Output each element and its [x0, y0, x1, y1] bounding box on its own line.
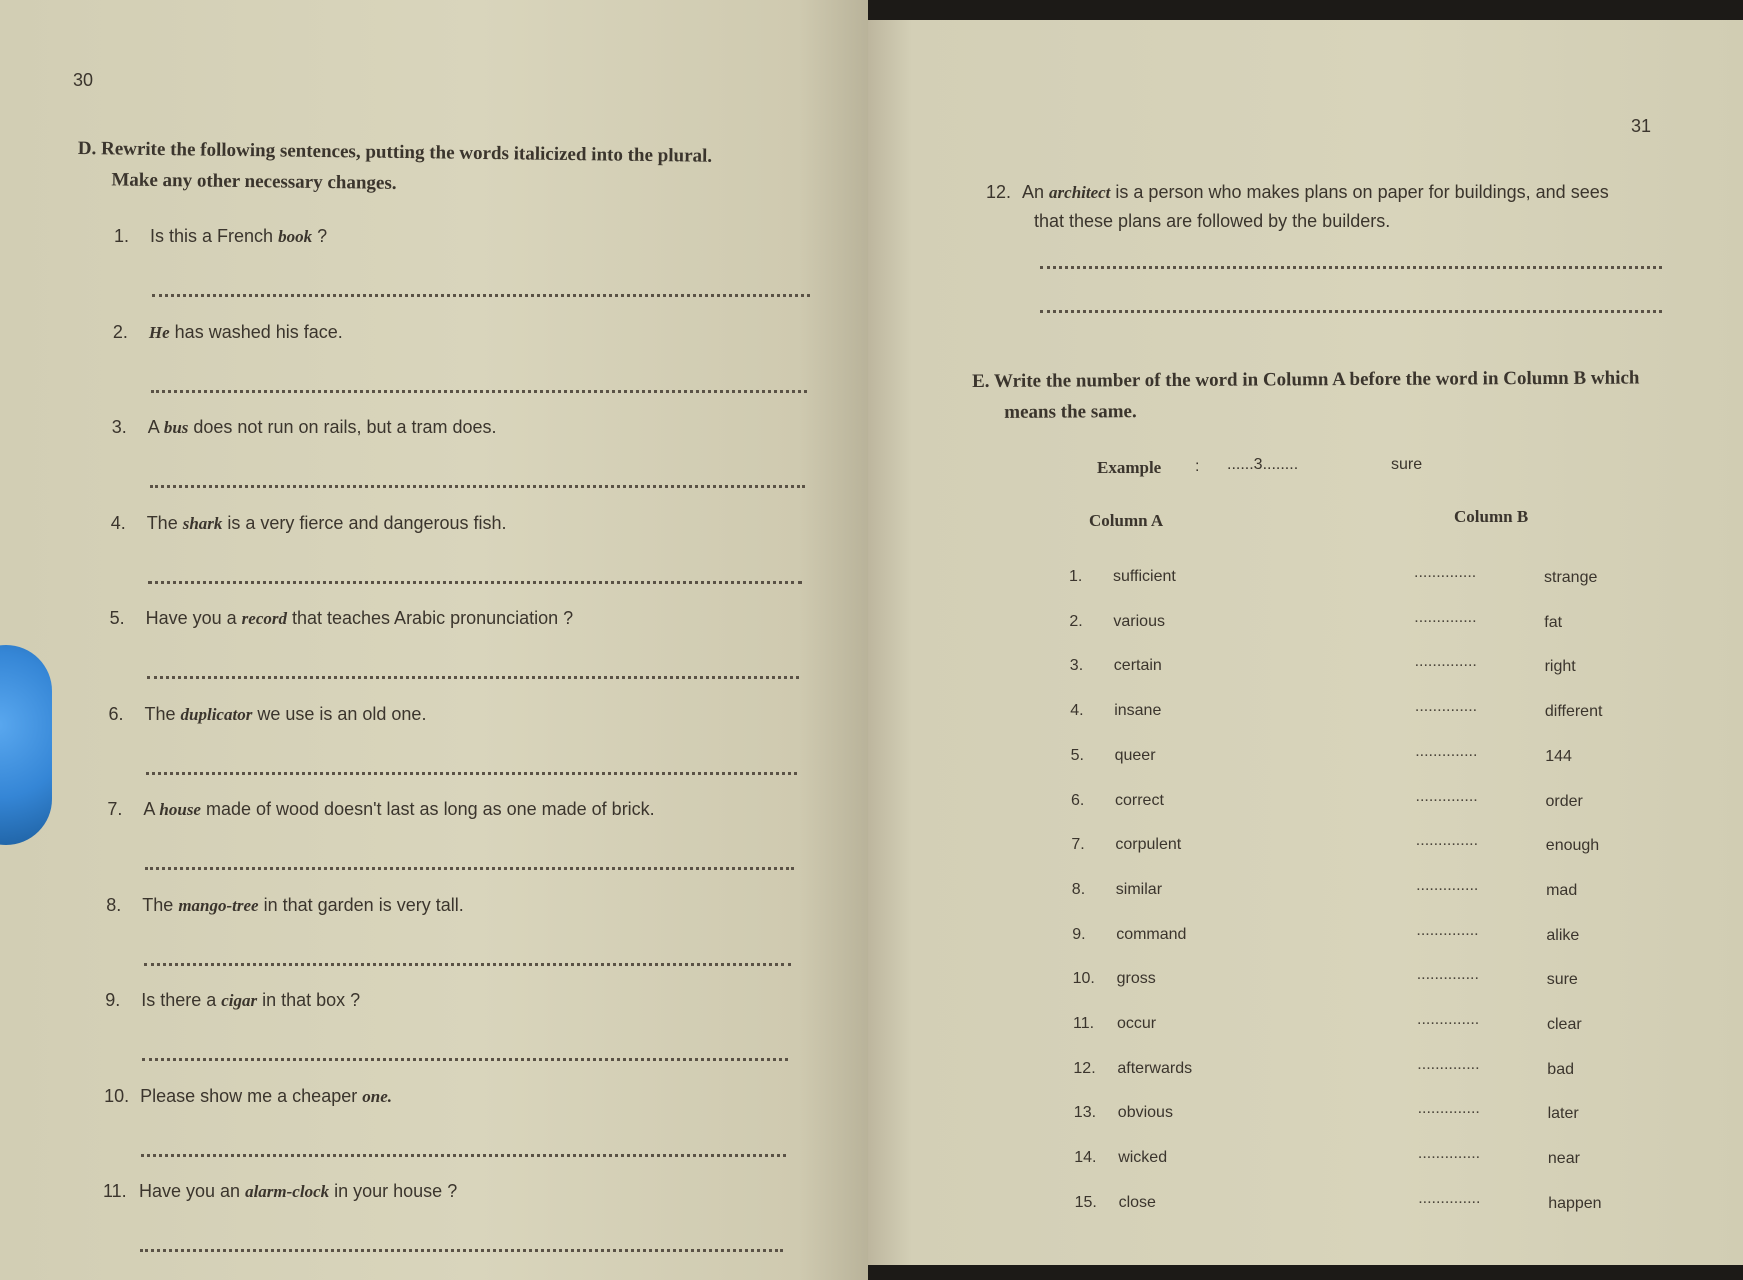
column-b-item: .............. near — [1417, 1145, 1580, 1168]
example-answer: ......3........ — [1227, 456, 1299, 473]
column-a-item: 14. wicked — [1074, 1149, 1168, 1167]
exercise-d-item: 3. A bus does not run on rails, but a tram does. — [111, 417, 497, 437]
column-b-item: .............. bad — [1417, 1055, 1574, 1078]
answer-blank[interactable]: .............. — [1415, 787, 1478, 805]
right-page — [868, 20, 1743, 1265]
column-a-item: 5. queer — [1070, 746, 1156, 764]
example-label: Example — [1097, 458, 1162, 477]
answer-line[interactable] — [150, 485, 805, 488]
answer-blank[interactable]: .............. — [1414, 608, 1477, 626]
column-b-item: .............. strange — [1414, 564, 1598, 586]
answer-blank[interactable]: .............. — [1415, 742, 1478, 760]
answer-blank[interactable]: .............. — [1418, 1189, 1481, 1207]
exercise-d-item: 2. He has washed his face. — [112, 321, 343, 342]
column-a-item: 9. command — [1072, 925, 1187, 943]
answer-line[interactable] — [152, 294, 810, 297]
section-letter-e: E. — [972, 370, 990, 392]
exercise-d-item: 6. The duplicator we use is an old one. — [108, 703, 427, 724]
exercise-d-item-12-line2: that these plans are followed by the builders. — [1034, 211, 1391, 231]
instruction-e-line1: Write the number of the word in Column A before the word in Column B which — [993, 367, 1640, 392]
answer-blank[interactable]: .............. — [1417, 1011, 1480, 1028]
column-b-item: .............. later — [1417, 1100, 1579, 1123]
answer-line[interactable] — [141, 1154, 786, 1157]
exercise-d-item-12: 12. An architect is a person who makes plans on paper for buildings, and sees — [986, 182, 1609, 202]
answer-blank[interactable]: .............. — [1417, 1145, 1481, 1163]
answer-blank[interactable]: .............. — [1417, 1100, 1480, 1118]
page-number-right: 31 — [1631, 116, 1652, 136]
example-word: sure — [1391, 456, 1423, 473]
exercise-d-item: 1. Is this a French book ? — [114, 226, 328, 246]
answer-line[interactable] — [1040, 310, 1662, 313]
exercise-d-item: 4. The shark is a very fierce and dangerous fish. — [110, 512, 507, 533]
answer-blank[interactable]: .............. — [1416, 876, 1479, 894]
exercise-d-item: 11. Have you an alarm-clock in your house ? — [103, 1181, 458, 1201]
column-b-item: .............. order — [1415, 787, 1583, 810]
instruction-d-line1: Rewrite the following sentences, putting the words italicized into the plural. — [100, 138, 713, 167]
column-b-item: .............. fat — [1414, 608, 1563, 631]
column-b-item: .............. right — [1414, 653, 1576, 676]
column-a-item: 7. corpulent — [1071, 836, 1182, 854]
column-a-item: 8. similar — [1071, 880, 1163, 898]
column-a-header: Column A — [1089, 511, 1164, 530]
column-a-item: 13. obvious — [1073, 1104, 1173, 1122]
column-a-item: 10. gross — [1072, 970, 1156, 988]
answer-blank[interactable]: .............. — [1416, 966, 1479, 984]
answer-line[interactable] — [147, 676, 799, 679]
example-colon: : — [1195, 458, 1200, 475]
thumb-obstruction — [0, 645, 52, 845]
column-a-item: 11. occur — [1073, 1015, 1157, 1032]
answer-line[interactable] — [140, 1249, 783, 1252]
column-b-item: .............. clear — [1417, 1011, 1582, 1033]
column-b-item: .............. mad — [1416, 876, 1578, 899]
answer-blank[interactable]: .............. — [1414, 564, 1477, 581]
section-e-instructions — [972, 363, 1640, 428]
answer-blank[interactable]: .............. — [1414, 698, 1478, 716]
column-b-item: .............. happen — [1418, 1189, 1602, 1212]
answer-line[interactable] — [144, 963, 792, 966]
exercise-d-item: 5. Have you a record that teaches Arabic pronunciation ? — [109, 608, 574, 628]
column-b-item: .............. 144 — [1415, 742, 1572, 765]
column-a-item: 2. various — [1069, 612, 1165, 630]
exercise-d-item: 7. A house made of wood doesn't last as long as one made of brick. — [107, 799, 655, 819]
answer-line[interactable] — [148, 581, 802, 584]
column-b-item: .............. enough — [1415, 832, 1600, 855]
answer-blank[interactable]: .............. — [1416, 921, 1479, 939]
answer-blank[interactable]: .............. — [1415, 832, 1479, 850]
column-b-header: Column B — [1454, 507, 1529, 526]
column-a-item: 15. close — [1074, 1193, 1156, 1211]
answer-line[interactable] — [142, 1058, 788, 1061]
page-number-left: 30 — [73, 70, 94, 90]
column-b-item: .............. sure — [1416, 966, 1578, 989]
column-b-item: .............. alike — [1416, 921, 1580, 944]
answer-line[interactable] — [146, 772, 797, 775]
instruction-d-line2: Make any other necessary changes. — [111, 169, 397, 194]
column-a-item: 6. correct — [1071, 791, 1164, 809]
answer-line[interactable] — [151, 390, 808, 393]
section-d-instructions — [77, 133, 712, 203]
column-a-item: 3. certain — [1069, 657, 1162, 675]
answer-blank[interactable]: .............. — [1414, 653, 1477, 671]
column-b-item: .............. different — [1414, 698, 1603, 721]
section-letter-d: D. — [77, 137, 97, 160]
left-page — [0, 0, 868, 1280]
column-a-item: 1. sufficient — [1069, 568, 1176, 585]
answer-line[interactable] — [1040, 266, 1662, 269]
exercise-d-item: 8. The mango-tree in that garden is very tall. — [106, 894, 464, 915]
answer-blank[interactable]: .............. — [1417, 1055, 1480, 1073]
column-a-item: 4. insane — [1070, 702, 1162, 720]
exercise-d-item: 9. Is there a cigar in that box ? — [105, 990, 361, 1010]
column-a-item: 12. afterwards — [1073, 1059, 1193, 1077]
answer-line[interactable] — [145, 867, 794, 870]
exercise-d-item: 10. Please show me a cheaper one. — [104, 1085, 392, 1106]
instruction-e-line2: means the same. — [1004, 401, 1137, 423]
